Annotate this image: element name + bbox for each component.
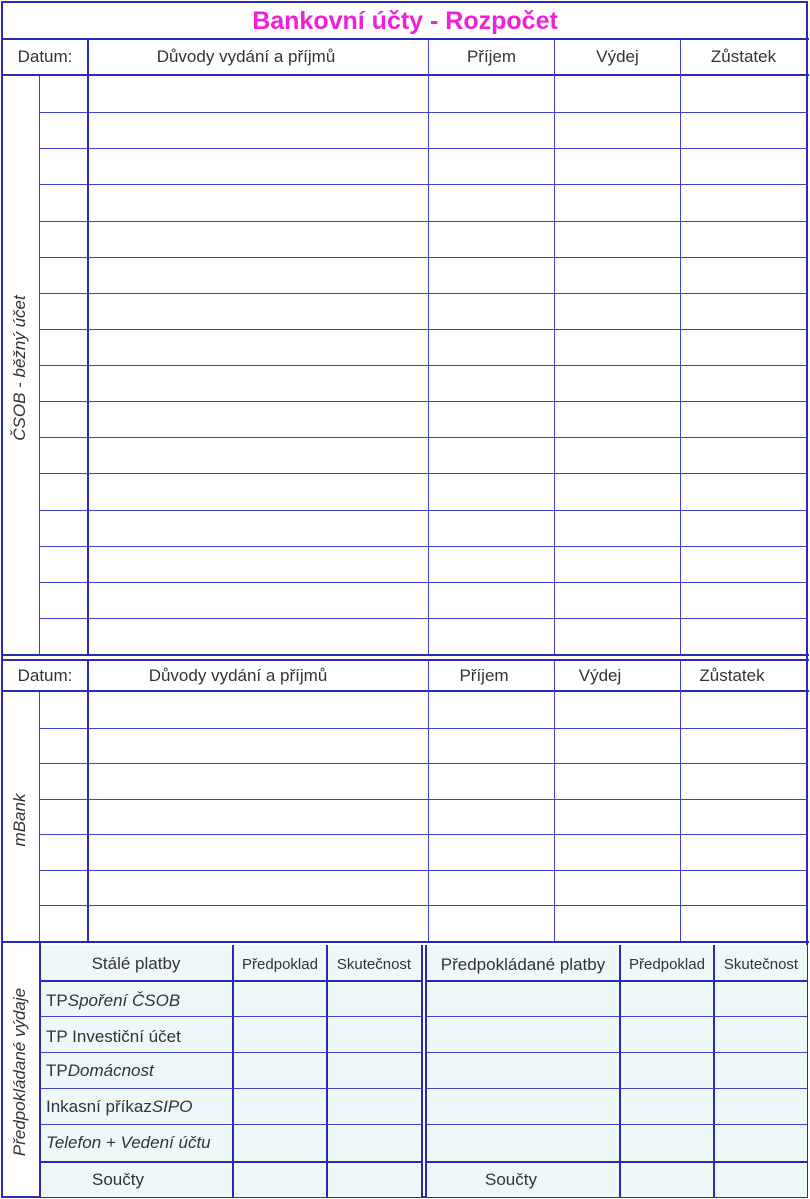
csob-row-rule [39,148,808,149]
left-item-1[interactable] [46,983,180,1018]
csob-header-duvody: Důvody vydání a příjmů [156,47,336,66]
csob-row-rule [39,221,808,222]
mbank-col-rule [680,661,681,941]
left-item-5[interactable] [46,1125,211,1160]
right-col-rule [713,945,715,1197]
left-row-rule [40,1124,422,1125]
csob-row-rule [39,582,808,583]
right-row-rule [426,1052,807,1053]
left-item-4[interactable] [46,1089,192,1124]
left-col-actual: Skutečnost [336,955,412,973]
right-header: Předpokládané platby [440,955,606,974]
right-header-rule [426,980,807,982]
csob-row-rule [39,184,808,185]
left-item-2[interactable] [46,1019,181,1054]
csob-col-rule [428,40,429,654]
csob-header-prijem: Příjem [466,47,517,66]
mbank-row-rule [39,763,808,764]
mbank-side-label: mBank [10,793,29,847]
left-row-rule [40,1088,422,1089]
left-col-rule [326,945,328,1197]
mbank-row-rule [39,799,808,800]
csob-row-rule [39,112,808,113]
csob-row-rule [39,473,808,474]
csob-col-rule [680,40,681,654]
csob-header-rule [1,74,809,76]
left-row-rule [40,1016,422,1017]
csob-row-rule [39,618,808,619]
mbank-col-datum-rule [87,661,89,941]
right-col-rule [619,945,621,1197]
csob-col-datum-rule [87,40,89,654]
item-prefix: TP Investiční účet [46,1026,181,1046]
page-title: Bankovní účty - Rozpočet [252,7,558,35]
item-italic: Domácnost [67,1060,154,1080]
csob-header-datum: Datum: [17,47,73,66]
mbank-header-duvody: Důvody vydání a příjmů [148,666,328,685]
right-col-actual: Skutečnost [723,955,799,973]
item-italic: SIPO [151,1096,193,1116]
csob-col-rule [554,40,555,654]
csob-bottom-rule [1,654,809,656]
mbank-header-zustatek: Zůstatek [699,666,765,685]
left-totals-rule [40,1161,421,1163]
planned-side-label: Předpokládané výdaje [10,987,29,1157]
mbank-header-prijem: Příjem [459,666,509,685]
csob-row-rule [39,437,808,438]
left-table-right-edge [421,945,423,1197]
left-col-rule [232,945,234,1197]
csob-row-rule [39,329,808,330]
mbank-header-rule [1,690,809,692]
mbank-col-rule [428,661,429,941]
mbank-row-rule [39,905,808,906]
csob-row-rule [39,257,808,258]
csob-row-rule [39,546,808,547]
right-row-rule [426,1124,807,1125]
right-totals: Součty [485,1170,537,1189]
csob-side-label: ČSOB - běžný účet [10,295,29,441]
left-col-plan: Předpoklad [242,955,318,973]
mbank-row-rule [39,728,808,729]
left-item-3[interactable] [46,1053,154,1088]
mbank-col-rule [554,661,555,941]
left-header: Stálé platby [91,954,181,973]
mbank-header-datum: Datum: [17,666,73,685]
item-prefix: TP [46,1060,68,1080]
csob-header-vydej: Výdej [596,47,639,66]
mbank-row-rule [39,870,808,871]
csob-row-rule [39,510,808,511]
item-italic: Telefon + Vedení účtu [46,1132,211,1152]
csob-row-rule [39,365,808,366]
left-header-rule [40,980,421,982]
mbank-side-rule [39,692,40,941]
item-prefix: Inkasní příkaz [46,1096,152,1116]
mbank-bottom-rule [1,941,809,943]
left-totals: Součty [92,1170,144,1189]
right-col-plan: Předpoklad [629,955,705,973]
csob-row-rule [39,293,808,294]
right-totals-rule [426,1161,807,1163]
right-row-rule [426,1088,807,1089]
mbank-row-rule [39,834,808,835]
csob-row-rule [39,401,808,402]
right-table-left-edge [425,945,427,1197]
csob-header-zustatek: Zůstatek [710,47,777,66]
right-row-rule [426,1016,807,1017]
mbank-header-vydej: Výdej [578,666,622,685]
item-italic: Spoření ČSOB [67,990,181,1010]
left-row-rule [40,1052,422,1053]
item-prefix: TP [46,990,68,1010]
